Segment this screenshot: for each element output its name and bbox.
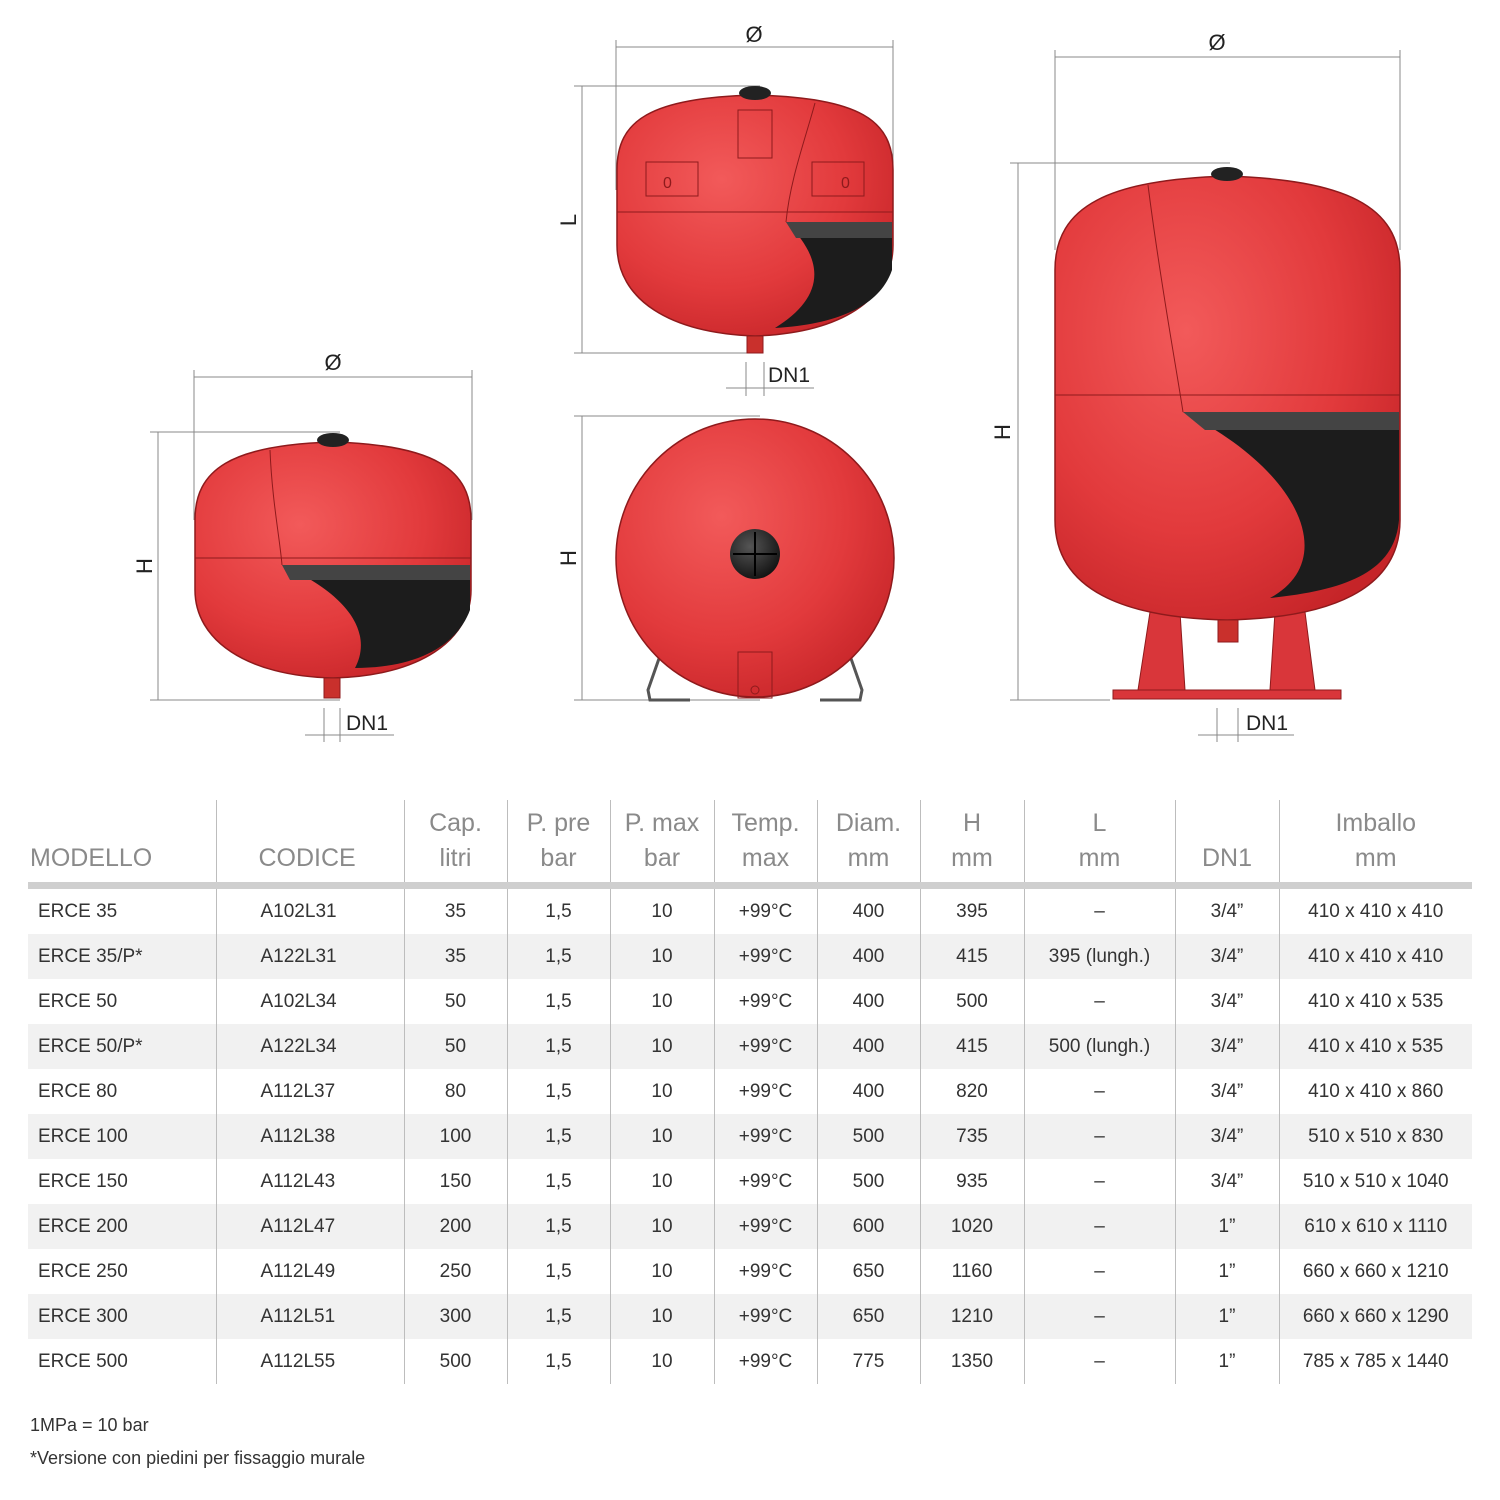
cell-dn1: 1” — [1175, 1294, 1279, 1339]
cell-diameter: 400 — [817, 934, 920, 979]
cell-modello: ERCE 100 — [28, 1114, 216, 1159]
vessel-small-drawing — [132, 350, 472, 742]
cell-temp-max: +99°C — [714, 1114, 817, 1159]
cell-dn1: 3/4” — [1175, 886, 1279, 935]
cell-modello: ERCE 150 — [38, 1170, 128, 1192]
cell-diameter: 500 — [817, 1159, 920, 1204]
cell-height: 935 — [920, 1159, 1024, 1204]
svg-text:0: 0 — [841, 175, 850, 192]
cell-codice: A112L37 — [216, 1069, 404, 1114]
cell-packaging: 510 x 510 x 830 — [1279, 1114, 1472, 1159]
cell-pre-pressure: 1,5 — [507, 1204, 610, 1249]
cell-max-pressure: 10 — [610, 934, 714, 979]
cell-length: – — [1024, 1294, 1175, 1339]
cell-diameter: 400 — [817, 1069, 920, 1114]
cell-diameter: 500 — [817, 1114, 920, 1159]
cell-packaging: 660 x 660 x 1290 — [1279, 1294, 1472, 1339]
cell-modello: ERCE 50/P* — [28, 1024, 216, 1069]
cell-max-pressure: 10 — [610, 1249, 714, 1294]
cell-codice: A112L49 — [216, 1249, 404, 1294]
cell-temp-max: +99°C — [714, 1294, 817, 1339]
table-row — [28, 1024, 1472, 1069]
cell-codice: A112L38 — [216, 1114, 404, 1159]
cell-pre-pressure: 1,5 — [507, 979, 610, 1024]
cell-length: – — [1024, 1204, 1175, 1249]
cell-temp-max: +99°C — [714, 886, 817, 935]
cell-modello: ERCE 250 — [38, 1260, 128, 1282]
vessel-side-drawing — [556, 22, 893, 396]
height-label: H — [556, 550, 581, 566]
table-row — [28, 1339, 1472, 1384]
cell-max-pressure: 10 — [610, 1339, 714, 1384]
cell-dn1: 1” — [1175, 1249, 1279, 1294]
col-header-max-pressure: P. max bar — [610, 800, 714, 886]
cell-dn1: 1” — [1175, 1339, 1279, 1384]
cell-dn1: 1” — [1175, 1204, 1279, 1249]
cell-diameter: 600 — [817, 1204, 920, 1249]
cell-max-pressure: 10 — [610, 1114, 714, 1159]
cell-height: 820 — [920, 1069, 1024, 1114]
cell-codice: A112L47 — [216, 1204, 404, 1249]
cell-capacity: 500 — [404, 1339, 507, 1384]
cell-pre-pressure: 1,5 — [507, 1339, 610, 1384]
col-header-codice: CODICE — [216, 800, 404, 886]
col-header-temp-max: Temp. max — [714, 800, 817, 886]
cell-length: – — [1024, 1159, 1175, 1204]
cell-modello: ERCE 500 — [38, 1350, 128, 1372]
cell-packaging: 410 x 410 x 410 — [1279, 886, 1472, 935]
table-row — [28, 886, 1472, 935]
cell-capacity: 35 — [404, 934, 507, 979]
cell-height: 415 — [920, 934, 1024, 979]
cell-height: 735 — [920, 1114, 1024, 1159]
cell-max-pressure: 10 — [610, 1294, 714, 1339]
vessel-front-drawing — [556, 416, 894, 700]
cell-temp-max: +99°C — [714, 979, 817, 1024]
cell-modello: ERCE 50 — [38, 990, 118, 1012]
cell-length: 500 (lungh.) — [1024, 1024, 1175, 1069]
cell-capacity: 200 — [404, 1204, 507, 1249]
cell-packaging: 410 x 410 x 535 — [1279, 1024, 1472, 1069]
table-header-row — [28, 800, 1472, 886]
cell-codice: A102L34 — [216, 979, 404, 1024]
dn1-label: DN1 — [346, 712, 389, 735]
cell-packaging: 785 x 785 x 1440 — [1279, 1339, 1472, 1384]
table-row — [28, 1069, 1472, 1114]
cell-capacity: 100 — [404, 1114, 507, 1159]
col-header-capacity: Cap. litri — [404, 800, 507, 886]
cell-length: – — [1024, 979, 1175, 1024]
cell-height: 395 — [920, 886, 1024, 935]
dn1-label: DN1 — [768, 364, 811, 387]
height-label: H — [132, 558, 157, 574]
diameter-label: Ø — [324, 350, 342, 375]
cell-temp-max: +99°C — [714, 934, 817, 979]
cell-temp-max: +99°C — [714, 1249, 817, 1294]
cell-pre-pressure: 1,5 — [507, 1069, 610, 1114]
cell-modello: ERCE 80 — [38, 1080, 118, 1102]
cell-max-pressure: 10 — [610, 1069, 714, 1114]
table-row — [28, 979, 1472, 1024]
cell-codice: A122L31 — [216, 934, 404, 979]
cell-dn1: 3/4” — [1175, 979, 1279, 1024]
cell-capacity: 150 — [404, 1159, 507, 1204]
cell-modello: ERCE 35/P* — [28, 934, 216, 979]
col-header-packaging: Imballo mm — [1279, 800, 1472, 886]
cell-codice: A112L51 — [216, 1294, 404, 1339]
cell-length: – — [1024, 1069, 1175, 1114]
cell-codice: A122L34 — [216, 1024, 404, 1069]
cell-height: 1160 — [920, 1249, 1024, 1294]
cell-capacity: 35 — [404, 886, 507, 935]
cell-dn1: 3/4” — [1175, 1159, 1279, 1204]
cell-capacity: 300 — [404, 1294, 507, 1339]
cell-height: 1350 — [920, 1339, 1024, 1384]
cell-max-pressure: 10 — [610, 1024, 714, 1069]
cell-packaging: 410 x 410 x 535 — [1279, 979, 1472, 1024]
cell-capacity: 250 — [404, 1249, 507, 1294]
col-header-diameter: Diam. mm — [817, 800, 920, 886]
height-label: H — [990, 424, 1015, 440]
cell-dn1: 3/4” — [1175, 1069, 1279, 1114]
diameter-label: Ø — [745, 22, 763, 47]
cell-modello: ERCE 200 — [28, 1204, 216, 1249]
cell-length: 395 (lungh.) — [1024, 934, 1175, 979]
cell-capacity: 50 — [404, 1024, 507, 1069]
cell-packaging: 660 x 660 x 1210 — [1279, 1249, 1472, 1294]
col-header-modello: MODELLO — [30, 844, 153, 872]
cell-modello: ERCE 300 — [28, 1294, 216, 1339]
cell-diameter: 650 — [817, 1294, 920, 1339]
cell-max-pressure: 10 — [610, 1159, 714, 1204]
vessel-large-drawing — [990, 30, 1400, 742]
cell-temp-max: +99°C — [714, 1069, 817, 1114]
cell-temp-max: +99°C — [714, 1204, 817, 1249]
cell-height: 415 — [920, 1024, 1024, 1069]
conversion-note: 1MPa = 10 bar — [30, 1415, 149, 1435]
footnote: *Versione con piedini per fissaggio murale — [30, 1448, 366, 1468]
cell-height: 1020 — [920, 1204, 1024, 1249]
cell-temp-max: +99°C — [714, 1159, 817, 1204]
cell-height: 500 — [920, 979, 1024, 1024]
cell-modello: ERCE 35 — [38, 900, 118, 922]
cell-dn1: 3/4” — [1175, 1024, 1279, 1069]
cell-max-pressure: 10 — [610, 886, 714, 935]
cell-packaging: 610 x 610 x 1110 — [1279, 1204, 1472, 1249]
cell-capacity: 50 — [404, 979, 507, 1024]
cell-height: 1210 — [920, 1294, 1024, 1339]
cell-diameter: 650 — [817, 1249, 920, 1294]
cell-diameter: 400 — [817, 979, 920, 1024]
cell-temp-max: +99°C — [714, 1339, 817, 1384]
cell-packaging: 410 x 410 x 410 — [1279, 934, 1472, 979]
cell-temp-max: +99°C — [714, 1024, 817, 1069]
cell-diameter: 400 — [817, 1024, 920, 1069]
specification-table — [28, 800, 1472, 1384]
cell-pre-pressure: 1,5 — [507, 886, 610, 935]
cell-packaging: 510 x 510 x 1040 — [1279, 1159, 1472, 1204]
cell-pre-pressure: 1,5 — [507, 1249, 610, 1294]
svg-text:0: 0 — [663, 175, 672, 192]
table-row — [28, 934, 1472, 979]
cell-diameter: 775 — [817, 1339, 920, 1384]
cell-pre-pressure: 1,5 — [507, 1294, 610, 1339]
diameter-label: Ø — [1208, 30, 1226, 55]
table-row — [28, 1294, 1472, 1339]
cell-length: – — [1024, 1114, 1175, 1159]
cell-length: – — [1024, 1249, 1175, 1294]
dn1-label: DN1 — [1246, 712, 1289, 735]
cell-pre-pressure: 1,5 — [507, 1114, 610, 1159]
col-header-pre-pressure: P. pre bar — [507, 800, 610, 886]
table-row — [28, 1204, 1472, 1249]
cell-codice: A102L31 — [216, 886, 404, 935]
col-header-length: L mm — [1024, 800, 1175, 886]
cell-length: – — [1024, 886, 1175, 935]
table-row — [28, 1114, 1472, 1159]
cell-diameter: 400 — [817, 886, 920, 935]
col-header-height: H mm — [920, 800, 1024, 886]
cell-packaging: 410 x 410 x 860 — [1279, 1069, 1472, 1114]
cell-length: – — [1024, 1339, 1175, 1384]
cell-max-pressure: 10 — [610, 979, 714, 1024]
cell-pre-pressure: 1,5 — [507, 1024, 610, 1069]
cell-pre-pressure: 1,5 — [507, 1159, 610, 1204]
table-row — [28, 1249, 1472, 1294]
table-row — [28, 1159, 1472, 1204]
cell-dn1: 3/4” — [1175, 1114, 1279, 1159]
cell-pre-pressure: 1,5 — [507, 934, 610, 979]
cell-capacity: 80 — [404, 1069, 507, 1114]
length-label: L — [556, 213, 581, 227]
col-header-dn1: DN1 — [1175, 800, 1279, 886]
cell-codice: A112L43 — [216, 1159, 404, 1204]
cell-max-pressure: 10 — [610, 1204, 714, 1249]
cell-dn1: 3/4” — [1175, 934, 1279, 979]
cell-codice: A112L55 — [216, 1339, 404, 1384]
